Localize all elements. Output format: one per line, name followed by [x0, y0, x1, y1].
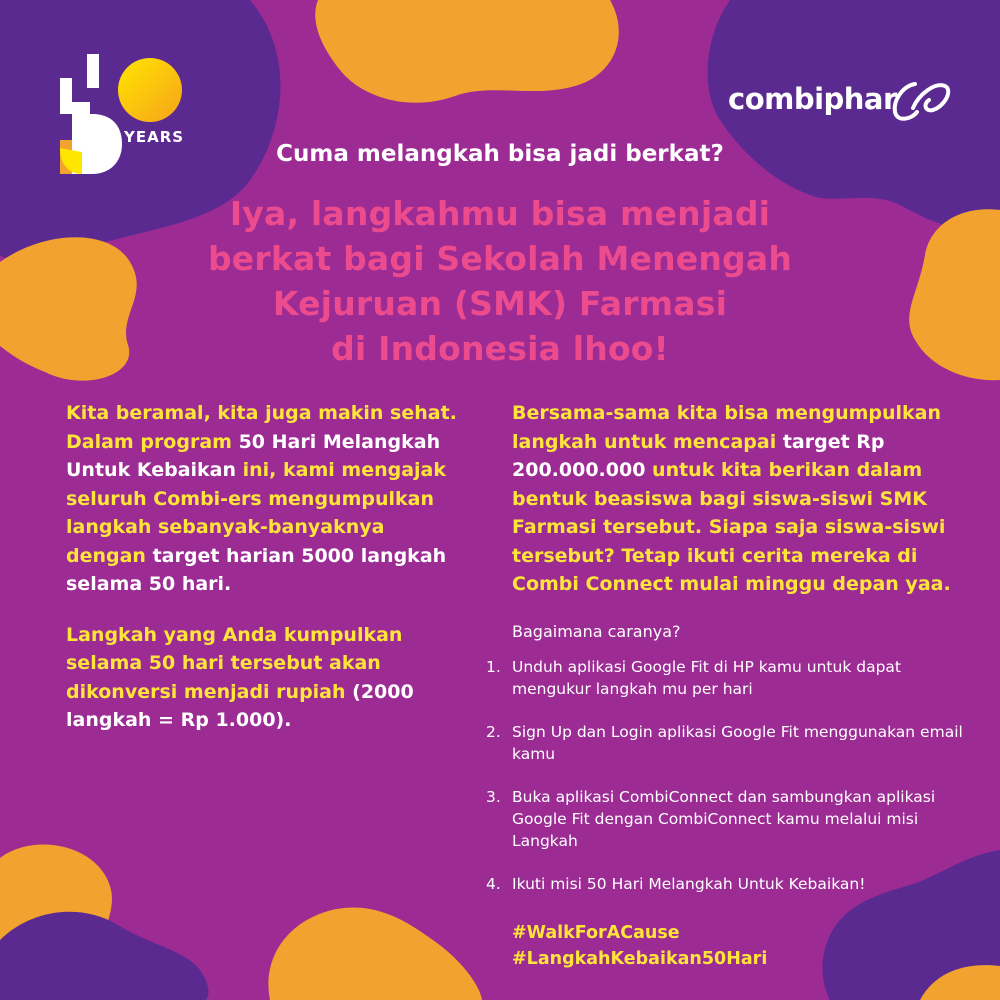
conversion-rate-text: (2000 langkah = Rp 1.000).	[66, 680, 414, 731]
step-item	[486, 721, 976, 765]
headline-line: Kejuruan (SMK) Farmasi	[272, 284, 728, 323]
step-number: 2.	[486, 723, 501, 741]
step-text: Unduh aplikasi Google Fit di HP kamu untuk dapat mengukur langkah mu per hari	[512, 658, 901, 698]
hashtags	[512, 920, 767, 972]
step-item	[486, 873, 976, 895]
program-intro-text: Kita beramal, kita juga makin sehat. Dalam program	[66, 402, 457, 453]
years-label: YEARS	[124, 128, 185, 146]
step-text: Ikuti misi 50 Hari Melangkah Untuk Kebaikan!	[512, 875, 866, 893]
goal-detail-text: untuk kita berikan dalam bentuk beasiswa bagi siswa-siswi SMK Farmasi tersebut. Siapa saja siswa-siswi tersebut? Tetap ikuti cerita mereka di Combi Connect mulai minggu depan yaa.	[512, 459, 951, 595]
combiphar-swirl-icon	[885, 74, 955, 124]
step-number: 4.	[486, 875, 501, 893]
step-item	[486, 786, 976, 852]
program-invite-text: ini, kami mengajak seluruh Combi-ers mengumpulkan langkah sebanyak-banyaknya dengan	[66, 459, 446, 567]
goal-target-text: target Rp 200.000.000	[512, 430, 885, 481]
conversion-paragraph	[66, 621, 466, 735]
blob-bottom-left-purple	[0, 912, 208, 1000]
step-text: Buka aplikasi CombiConnect dan sambungkan aplikasi Google Fit dengan CombiConnect kamu melalui misi Langkah	[512, 788, 936, 850]
blob-left-orange	[0, 237, 137, 380]
hashtag: #LangkahKebaikan50Hari	[512, 949, 768, 969]
program-name: 50 Hari Melangkah Untuk Kebaikan	[66, 430, 441, 481]
right-column	[512, 399, 962, 599]
step-text: Sign Up dan Login aplikasi Google Fit menggunakan email kamu	[512, 723, 963, 763]
blob-right-orange	[909, 209, 1000, 380]
step-number: 3.	[486, 788, 501, 806]
blob-bottom-center-orange	[268, 908, 482, 1000]
steps-list	[486, 656, 976, 895]
daily-target-text: target harian 5000 langkah selama 50 hari.	[66, 544, 447, 595]
conversion-text: Langkah yang Anda kumpulkan selama 50 hari tersebut akan dikonversi menjadi rupiah	[66, 623, 403, 703]
program-paragraph	[66, 399, 466, 599]
headline-line: berkat bagi Sekolah Menengah	[207, 239, 793, 278]
intro-question: Cuma melangkah bisa jadi berkat?	[276, 141, 724, 167]
headline-line: di Indonesia lhoo!	[331, 329, 669, 368]
step-item	[486, 656, 976, 700]
headline	[150, 191, 850, 371]
brand-name: combiphar	[728, 82, 897, 116]
how-to-label: Bagaimana caranya?	[512, 622, 681, 641]
combiphar-logo	[728, 82, 958, 122]
goal-intro-text: Bersama-sama kita bisa mengumpulkan langkah untuk mencapai	[512, 402, 942, 453]
step-number: 1.	[486, 658, 501, 676]
left-column	[66, 399, 466, 735]
blob-top-center-orange	[315, 0, 619, 103]
goal-paragraph	[512, 399, 962, 599]
hashtag: #WalkForACause	[512, 923, 680, 943]
headline-line: Iya, langkahmu bisa menjadi	[229, 194, 771, 233]
